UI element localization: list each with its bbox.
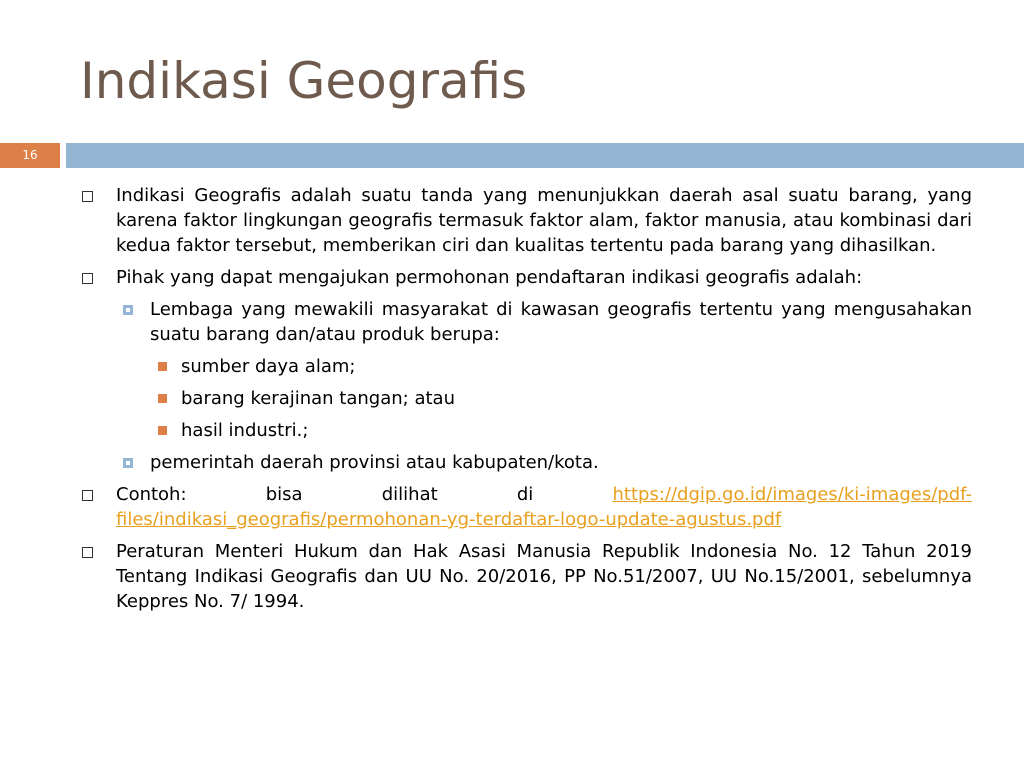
bullet-item xyxy=(80,482,972,532)
bullet-item xyxy=(80,539,972,614)
slide-number-badge: 16 xyxy=(0,143,60,168)
sub-bullet-text: Lembaga yang mewakili masyarakat di kawasan geografis tertentu yang mengusahakan suatu barang dan/atau produk berupa: xyxy=(150,299,972,345)
orange-square-bullet-icon xyxy=(158,394,167,403)
dgip-link[interactable]: https://dgip.go.id/images/ki-images/pdf-files/indikasi_geografis/permohonan-yg-terdaftar-logo-update-agustus.pdf xyxy=(116,484,972,530)
filled-square-bullet-icon xyxy=(123,458,133,468)
orange-square-bullet-icon xyxy=(158,362,167,371)
sub-bullet-text: pemerintah daerah provinsi atau kabupaten/kota. xyxy=(150,452,599,473)
bullet-text: Peraturan Menteri Hukum dan Hak Asasi Manusia Republik Indonesia No. 12 Tahun 2019 Tentang Indikasi Geografis dan UU No. 20/2016, PP No.51/2007, UU No.15/2001, sebelumnya Keppres No. 7/ 1994. xyxy=(116,541,972,612)
square-bullet-icon xyxy=(82,547,93,558)
slide-title: Indikasi Geografis xyxy=(80,52,528,110)
sub-sub-bullet-item xyxy=(80,354,972,379)
square-bullet-icon xyxy=(82,490,93,501)
bullet-text: Contoh: bisa dilihat di xyxy=(116,484,613,505)
square-bullet-icon xyxy=(82,273,93,284)
sub-sub-bullet-text: sumber daya alam; xyxy=(181,356,356,377)
bullet-item xyxy=(80,183,972,258)
sub-sub-bullet-item xyxy=(80,418,972,443)
sub-sub-bullet-item xyxy=(80,386,972,411)
sub-sub-bullet-text: barang kerajinan tangan; atau xyxy=(181,388,455,409)
header-accent-bar xyxy=(66,143,1024,168)
sub-bullet-item xyxy=(80,450,972,475)
sub-sub-bullet-text: hasil industri.; xyxy=(181,420,309,441)
bullet-text: Indikasi Geografis adalah suatu tanda yang menunjukkan daerah asal suatu barang, yang karena faktor lingkungan geografis termasuk faktor alam, faktor manusia, atau kombinasi dari kedua faktor tersebut, memberikan ciri dan kualitas tertentu pada barang yang dihasilkan. xyxy=(116,185,972,256)
sub-bullet-item xyxy=(80,297,972,347)
square-bullet-icon xyxy=(82,191,93,202)
slide-content xyxy=(80,183,972,614)
bullet-item xyxy=(80,265,972,290)
filled-square-bullet-icon xyxy=(123,305,133,315)
bullet-text: Pihak yang dapat mengajukan permohonan pendaftaran indikasi geografis adalah: xyxy=(116,267,863,288)
orange-square-bullet-icon xyxy=(158,426,167,435)
